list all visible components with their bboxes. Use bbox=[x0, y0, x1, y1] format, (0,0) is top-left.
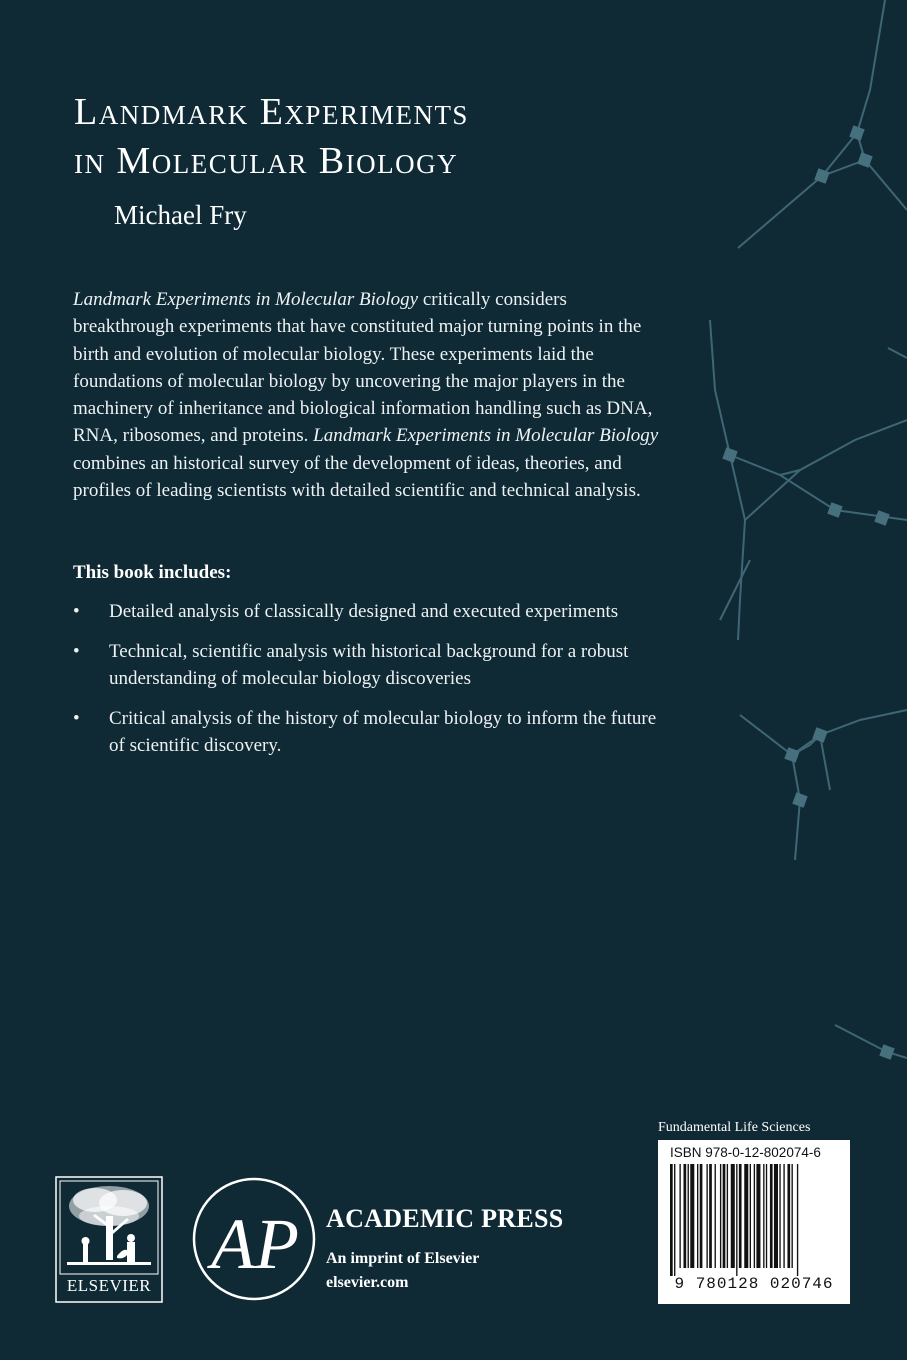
isbn-barcode bbox=[658, 1140, 850, 1304]
includes-heading: This book includes: bbox=[73, 562, 232, 583]
academic-press-logo-icon bbox=[191, 1176, 317, 1302]
bullet-icon: • bbox=[73, 708, 80, 729]
bullet-icon: • bbox=[73, 601, 80, 622]
barcode-icon bbox=[668, 1164, 840, 1276]
includes-list bbox=[73, 598, 663, 772]
list-item-text: Technical, scientific analysis with historical background for a robust understanding of molecular biology discoveries bbox=[109, 641, 629, 689]
book-title-line-1: Landmark Experiments bbox=[74, 91, 469, 133]
publisher-name: ACADEMIC PRESS bbox=[326, 1204, 564, 1233]
book-title-line-2: in Molecular Biology bbox=[74, 140, 459, 182]
list-item bbox=[73, 705, 663, 759]
elsevier-wordmark: ELSEVIER bbox=[66, 1276, 152, 1295]
description-text-1: critically considers breakthrough experiments that have constituted major turning points in the birth and evolution of molecular biology. These experiments laid the foundations of molecular biology by uncovering the major players in the machinery of inheritance and biological information handling such as DNA, RNA, ribosomes, and proteins. bbox=[73, 289, 653, 447]
isbn-label: ISBN 978-0-12-802074-6 bbox=[670, 1145, 821, 1160]
list-item bbox=[73, 638, 663, 692]
publisher-website: elsevier.com bbox=[326, 1274, 409, 1291]
book-description bbox=[73, 286, 663, 504]
description-title-reference: Landmark Experiments in Molecular Biology bbox=[73, 289, 419, 310]
description-text-2: combines an historical survey of the development of ideas, theories, and profiles of leading scientists with detailed scientific and technical analysis. bbox=[73, 452, 641, 502]
author-name: Michael Fry bbox=[114, 200, 247, 230]
description-title-reference-2: Landmark Experiments in Molecular Biology bbox=[313, 425, 659, 447]
list-item bbox=[73, 598, 663, 625]
ap-mark: AP bbox=[211, 1204, 299, 1284]
series-name: Fundamental Life Sciences bbox=[658, 1120, 811, 1135]
imprint-text: An imprint of Elsevier bbox=[326, 1250, 480, 1267]
list-item-text: Detailed analysis of classically designed and executed experiments bbox=[109, 601, 619, 622]
barcode-number: 9 780128 020746 bbox=[674, 1275, 834, 1293]
bullet-icon: • bbox=[73, 641, 80, 662]
book-title bbox=[74, 88, 469, 186]
list-item-text: Critical analysis of the history of molecular biology to inform the future of scientific discovery. bbox=[109, 708, 657, 756]
